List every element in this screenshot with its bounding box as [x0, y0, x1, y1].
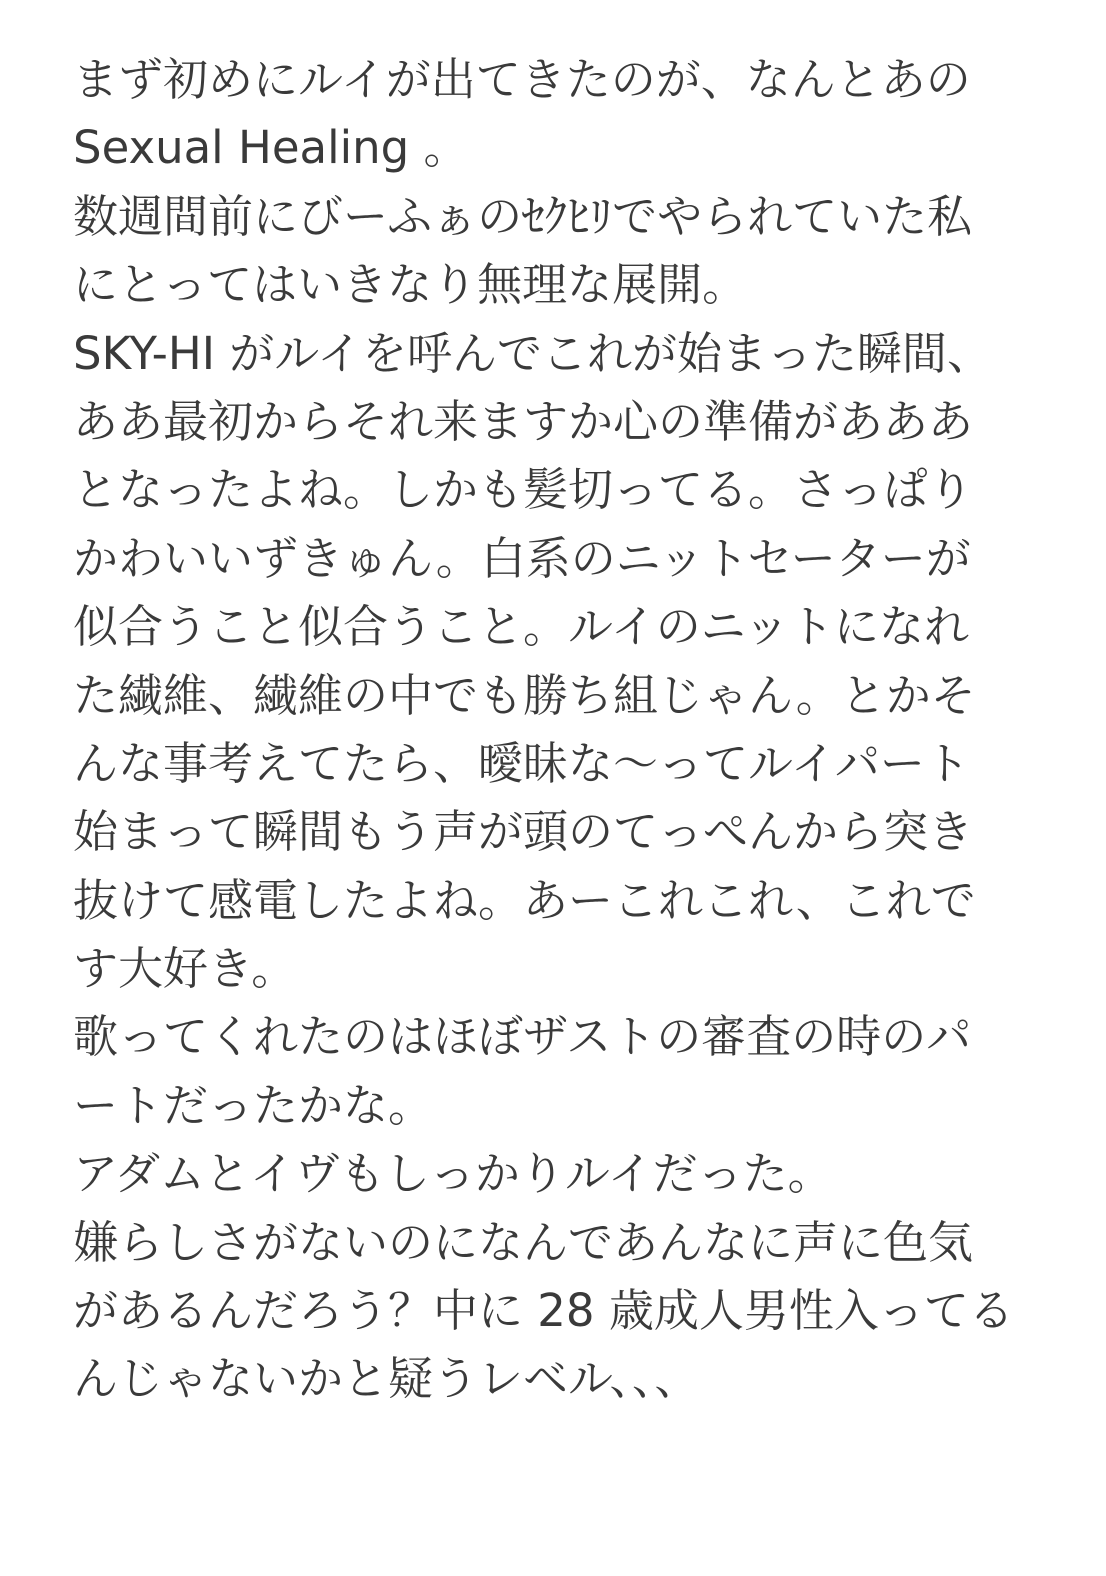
text-line: 嫌らしさがないのになんであんなに声に色気 — [73, 1215, 974, 1269]
text-line: にとってはいきなり無理な展開。 — [73, 258, 748, 312]
text-line: 歌ってくれたのはほぼザストの審査の時のパ — [73, 1010, 972, 1064]
article-body — [73, 46, 1063, 1414]
text-line: SKY-HI がルイを呼んでこれが始まった瞬間、 — [73, 326, 993, 380]
text-line: となったよね。しかも髪切ってる。さっぱり — [73, 463, 974, 517]
text-line: 抜けて感電したよね。あーこれこれ、これで — [73, 873, 976, 927]
text-line: かわいいずきゅん。白系のニットセーターが — [73, 531, 971, 585]
text-line: アダムとイヴもしっかりルイだった。 — [73, 1147, 833, 1201]
text-line: Sexual Healing 。 — [73, 121, 469, 175]
text-line: 数週間前にびーふぁのｾｸﾋﾘでやられていた私 — [73, 189, 973, 243]
text-line: んな事考えてたら、曖昧な〜ってルイパート — [73, 736, 970, 790]
text-line: す大好き。 — [73, 942, 297, 996]
text-line: んじゃないかと疑うレベル、、、 — [73, 1352, 700, 1406]
text-line: ートだったかな。 — [73, 1078, 434, 1132]
text-line: があるんだろう？中に 28 歳成人男性入ってる — [73, 1284, 1014, 1338]
text-line: 似合うこと似合うこと。ルイのニットになれ — [73, 600, 969, 654]
text-line: た繊維、繊維の中でも勝ち組じゃん。とかそ — [73, 668, 976, 722]
text-line: 始まって瞬間もう声が頭のてっぺんから突き — [73, 805, 974, 859]
text-line: ああ最初からそれ来ますか心の準備があああ — [73, 394, 974, 448]
text-line: まず初めにルイが出てきたのが、なんとあの — [73, 53, 971, 106]
